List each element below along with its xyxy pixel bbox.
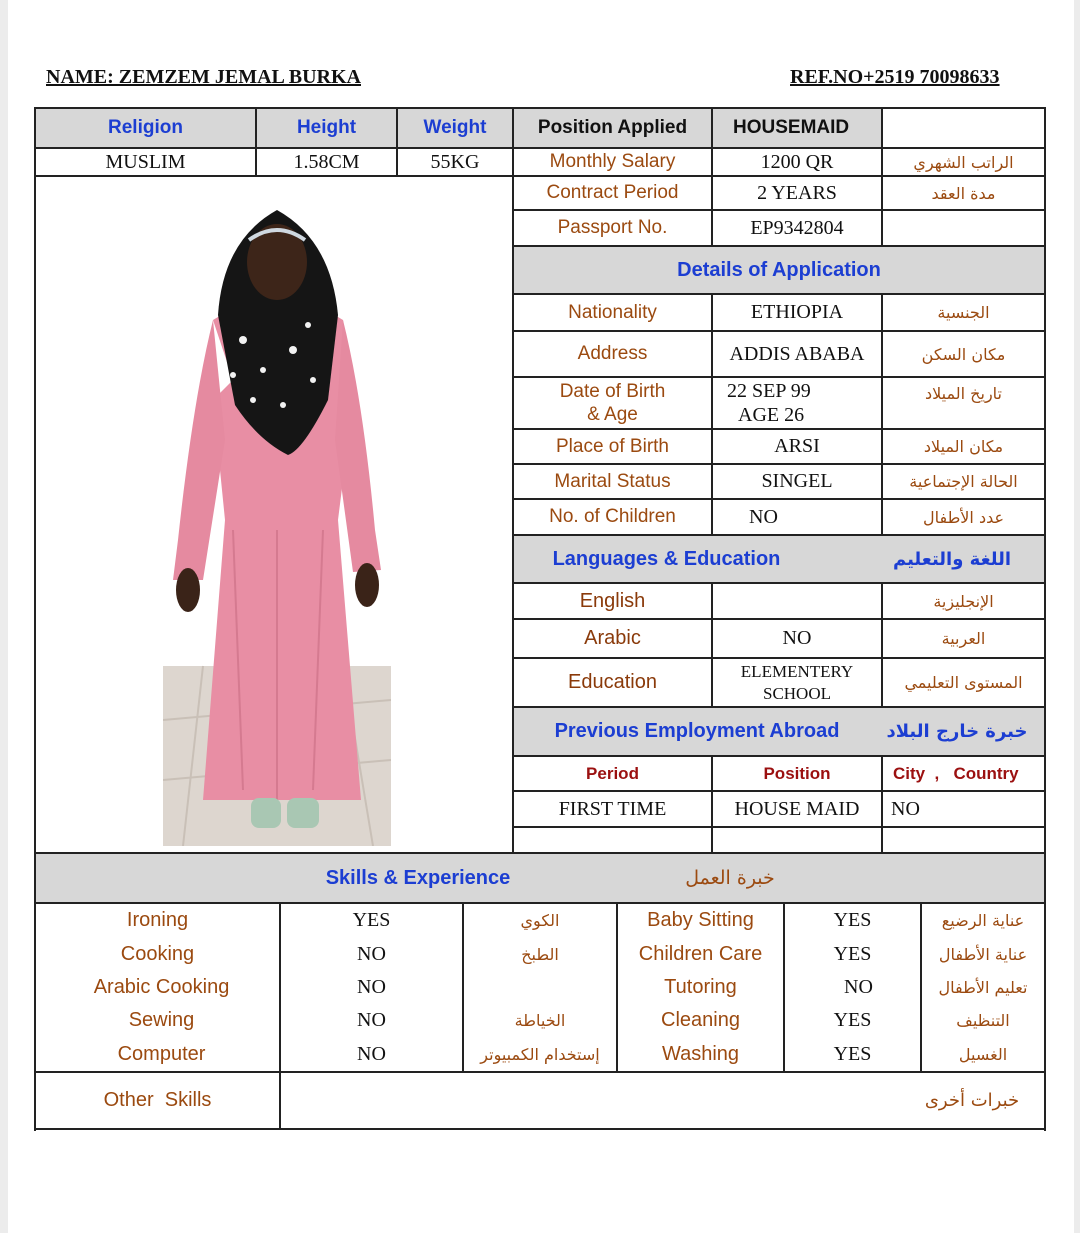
- position-value: HOUSE MAID: [734, 797, 860, 820]
- contract-period-value: 2 YEARS: [757, 181, 837, 204]
- skill-arabic: الخياطة: [514, 1010, 566, 1030]
- skill-arabic: الطبخ: [521, 944, 559, 964]
- contract-period-arabic: مدة العقد: [931, 183, 996, 203]
- dob-arabic: تاريخ الميلاد: [925, 383, 1002, 403]
- dob-value-line1: 22 SEP 99: [727, 380, 811, 402]
- marital-status-label: Marital Status: [554, 470, 671, 492]
- religion-value: MUSLIM: [105, 150, 186, 173]
- education-value-line2: SCHOOL: [762, 683, 831, 703]
- monthly-salary-arabic: الراتب الشهري: [913, 152, 1014, 172]
- period-value: FIRST TIME: [558, 797, 667, 820]
- children-arabic: عدد الأطفال: [922, 507, 1005, 527]
- skill-arabic: [464, 971, 616, 1003]
- education-label: Education: [568, 671, 657, 693]
- page-edge-left: [0, 0, 8, 1233]
- skill-value: YES: [833, 942, 872, 965]
- skill-value: NO: [357, 975, 386, 998]
- address-label: Address: [577, 343, 648, 364]
- children-label: No. of Children: [549, 506, 676, 527]
- details-title: Details of Application: [677, 258, 881, 281]
- skill-label: Cleaning: [661, 1008, 740, 1031]
- nationality-arabic: الجنسية: [937, 303, 990, 322]
- address-value: ADDIS ABABA: [729, 342, 865, 365]
- dob-label-line2: & Age: [587, 404, 638, 425]
- other-skills-label: Other Skills: [103, 1089, 212, 1111]
- skill-label: Tutoring: [664, 975, 737, 998]
- place-of-birth-arabic: مكان الميلاد: [923, 437, 1004, 456]
- skill-value: NO: [844, 975, 873, 998]
- passport-label: Passport No.: [557, 217, 668, 238]
- english-value: [713, 584, 881, 618]
- marital-status-value: SINGEL: [761, 470, 833, 492]
- religion-label: Religion: [108, 117, 183, 138]
- dob-label-line1: Date of Birth: [559, 381, 666, 402]
- nationality-label: Nationality: [568, 301, 657, 323]
- skills-title-arabic: خبرة العمل: [685, 867, 775, 889]
- monthly-salary-value: 1200 QR: [760, 150, 834, 173]
- other-skills-arabic: خبرات أخرى: [924, 1090, 1020, 1111]
- skill-value: NO: [357, 1008, 386, 1031]
- contract-period-label: Contract Period: [546, 182, 679, 203]
- nationality-value: ETHIOPIA: [750, 301, 844, 323]
- weight-value: 55KG: [430, 150, 480, 173]
- reference-number: REF.NO+2519 70098633: [790, 66, 1000, 88]
- position-header: Position: [763, 763, 831, 783]
- skill-arabic: عناية الرضيع: [941, 911, 1025, 930]
- skill-value: YES: [833, 1042, 872, 1065]
- skill-arabic: إستخدام الكمبيوتر: [480, 1044, 600, 1064]
- candidate-name: NAME: ZEMZEM JEMAL BURKA: [46, 66, 361, 88]
- skill-value: YES: [833, 909, 872, 931]
- grid-line: [34, 1128, 1046, 1130]
- skill-value: NO: [357, 1042, 386, 1065]
- position-applied-label: Position Applied: [537, 117, 688, 138]
- english-arabic: الإنجليزية: [933, 591, 994, 611]
- country-value: NO: [891, 797, 920, 820]
- skill-label: Children Care: [638, 942, 763, 965]
- place-of-birth-label: Place of Birth: [556, 435, 669, 457]
- education-value-line1: ELEMENTERY: [740, 661, 854, 681]
- employment-title: Previous Employment Abroad: [554, 720, 840, 742]
- dob-value: [713, 378, 881, 428]
- children-value: NO: [749, 505, 778, 528]
- grid-line: [34, 175, 514, 177]
- skill-arabic: عناية الأطفال: [938, 944, 1028, 964]
- education-value: [713, 659, 881, 706]
- address-arabic: مكان السكن: [921, 344, 1006, 364]
- skills-title: Skills & Experience: [325, 866, 511, 889]
- skill-value: YES: [352, 909, 391, 931]
- skill-arabic: التنظيف: [956, 1010, 1010, 1030]
- skill-label: Computer: [117, 1042, 206, 1065]
- height-label: Height: [296, 117, 357, 138]
- position-applied-value: HOUSEMAID: [733, 117, 850, 138]
- skill-label: Sewing: [128, 1008, 195, 1031]
- place-of-birth-value: ARSI: [774, 435, 820, 457]
- marital-status-arabic: الحالة الإجتماعية: [909, 472, 1018, 491]
- skill-label: Cooking: [120, 942, 195, 965]
- skill-value: YES: [833, 1008, 872, 1031]
- arabic-value: NO: [782, 627, 812, 649]
- skill-label: Ironing: [126, 909, 189, 931]
- passport-value: EP9342804: [750, 216, 844, 239]
- page-edge-right: [1074, 0, 1080, 1233]
- english-label: English: [579, 589, 646, 612]
- education-arabic: المستوى التعليمي: [904, 673, 1023, 692]
- city-country-header: City , Country: [893, 763, 1019, 783]
- skill-label: Arabic Cooking: [93, 975, 230, 998]
- arabic-label: Arabic: [584, 627, 641, 649]
- weight-label: Weight: [423, 117, 487, 138]
- period-header: Period: [586, 763, 639, 783]
- photo-illustration: [163, 200, 391, 846]
- languages-title-arabic: اللغة والتعليم: [892, 548, 1012, 570]
- skill-arabic: تعليم الأطفال: [938, 977, 1028, 997]
- skill-arabic: الكوي: [520, 911, 560, 930]
- languages-title: Languages & Education: [552, 547, 781, 570]
- skill-arabic: الغسيل: [958, 1044, 1008, 1064]
- arabic-arabic: العربية: [941, 629, 986, 648]
- grid-line: [512, 826, 1046, 828]
- dob-label: [514, 378, 711, 428]
- candidate-photo: [163, 200, 391, 846]
- height-value: 1.58CM: [293, 150, 360, 173]
- skill-value: NO: [357, 942, 386, 965]
- skill-label: Washing: [661, 1042, 740, 1065]
- monthly-salary-label: Monthly Salary: [549, 151, 676, 172]
- employment-title-arabic: خبرة خارج البلاد: [886, 721, 1028, 742]
- age-value: AGE 26: [738, 404, 805, 426]
- skill-label: Baby Sitting: [647, 909, 754, 931]
